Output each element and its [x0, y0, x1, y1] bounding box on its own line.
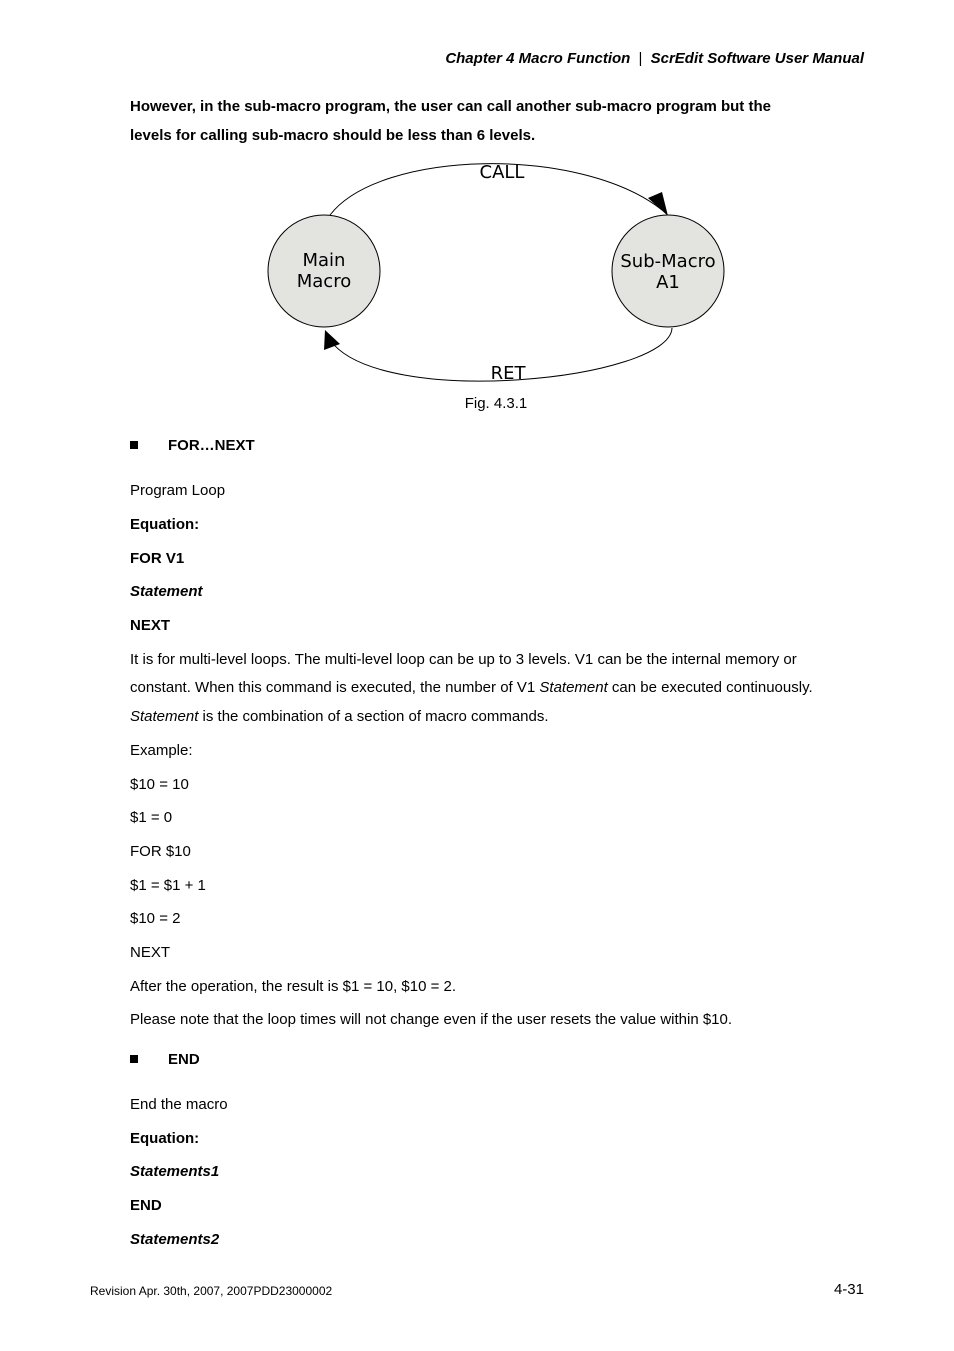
for-next-para-line-3 [130, 708, 549, 725]
example-line: $1 = $1 + 1 [130, 877, 206, 894]
for-next-note: Please note that the loop times will not change even if the user resets the value within $10. [130, 1011, 733, 1028]
call-ret-diagram [250, 150, 740, 395]
for-next-result: After the operation, the result is $1 = 10, $10 = 2. [130, 978, 457, 995]
example-line: $10 = 2 [130, 910, 181, 927]
for-next-para-line-1: It is for multi-level loops. The multi-level loop can be up to 3 levels. V1 can be the internal memory or [130, 651, 797, 668]
end-eq-line-2: END [130, 1197, 162, 1214]
ret-label: RET [490, 363, 526, 384]
main-node-label-1: Main [302, 250, 346, 271]
figure-caption: Fig. 4.3.1 [464, 395, 528, 412]
end-desc: End the macro [130, 1096, 228, 1113]
call-label: CALL [479, 162, 525, 183]
sub-node-label-1: Sub-Macro [620, 251, 716, 272]
bullet-square-icon [130, 441, 138, 449]
ret-arrow-head [324, 330, 340, 350]
example-label: Example: [130, 742, 193, 759]
for-next-eq-line-1: FOR V1 [130, 550, 185, 567]
para2-text-a: constant. When this command is executed, the number of V1 [130, 679, 540, 696]
example-line: $10 = 10 [130, 776, 189, 793]
para3-text-b: is the combination of a section of macro commands. [198, 708, 549, 725]
header-separator: | [638, 50, 643, 67]
para2-text-italic: Statement [539, 679, 608, 696]
para3-text-italic: Statement [130, 708, 199, 725]
header-manual-title: ScrEdit Software User Manual [650, 50, 864, 67]
intro-line-1: However, in the sub-macro program, the user can call another sub-macro program but the [130, 98, 771, 115]
for-next-eq-line-2: Statement [130, 583, 203, 600]
bullet-square-icon [130, 1055, 138, 1063]
for-next-eq-line-3: NEXT [130, 617, 171, 634]
footer-revision: Revision Apr. 30th, 2007, 2007PDD23000002 [90, 1284, 333, 1298]
example-line: NEXT [130, 944, 171, 961]
for-next-para-line-2 [130, 679, 813, 696]
page-number: 4-31 [833, 1281, 864, 1298]
end-eq-line-3: Statements2 [130, 1231, 220, 1248]
example-line: $1 = 0 [130, 809, 173, 826]
for-next-equation-label: Equation: [130, 516, 200, 533]
sub-node-label-2: A1 [656, 272, 680, 293]
main-node-label-2: Macro [296, 271, 352, 292]
end-heading: END [168, 1051, 200, 1068]
header-chapter: Chapter 4 Macro Function [445, 50, 631, 67]
for-next-heading: FOR…NEXT [168, 437, 255, 454]
call-arrow-head [648, 192, 668, 216]
para2-text-c: can be executed continuously. [607, 679, 813, 696]
example-line: FOR $10 [130, 843, 191, 860]
for-next-desc: Program Loop [130, 482, 226, 499]
end-equation-label: Equation: [130, 1130, 200, 1147]
end-eq-line-1: Statements1 [130, 1163, 220, 1180]
page-header [445, 50, 864, 67]
intro-line-2: levels for calling sub-macro should be less than 6 levels. [130, 127, 536, 144]
